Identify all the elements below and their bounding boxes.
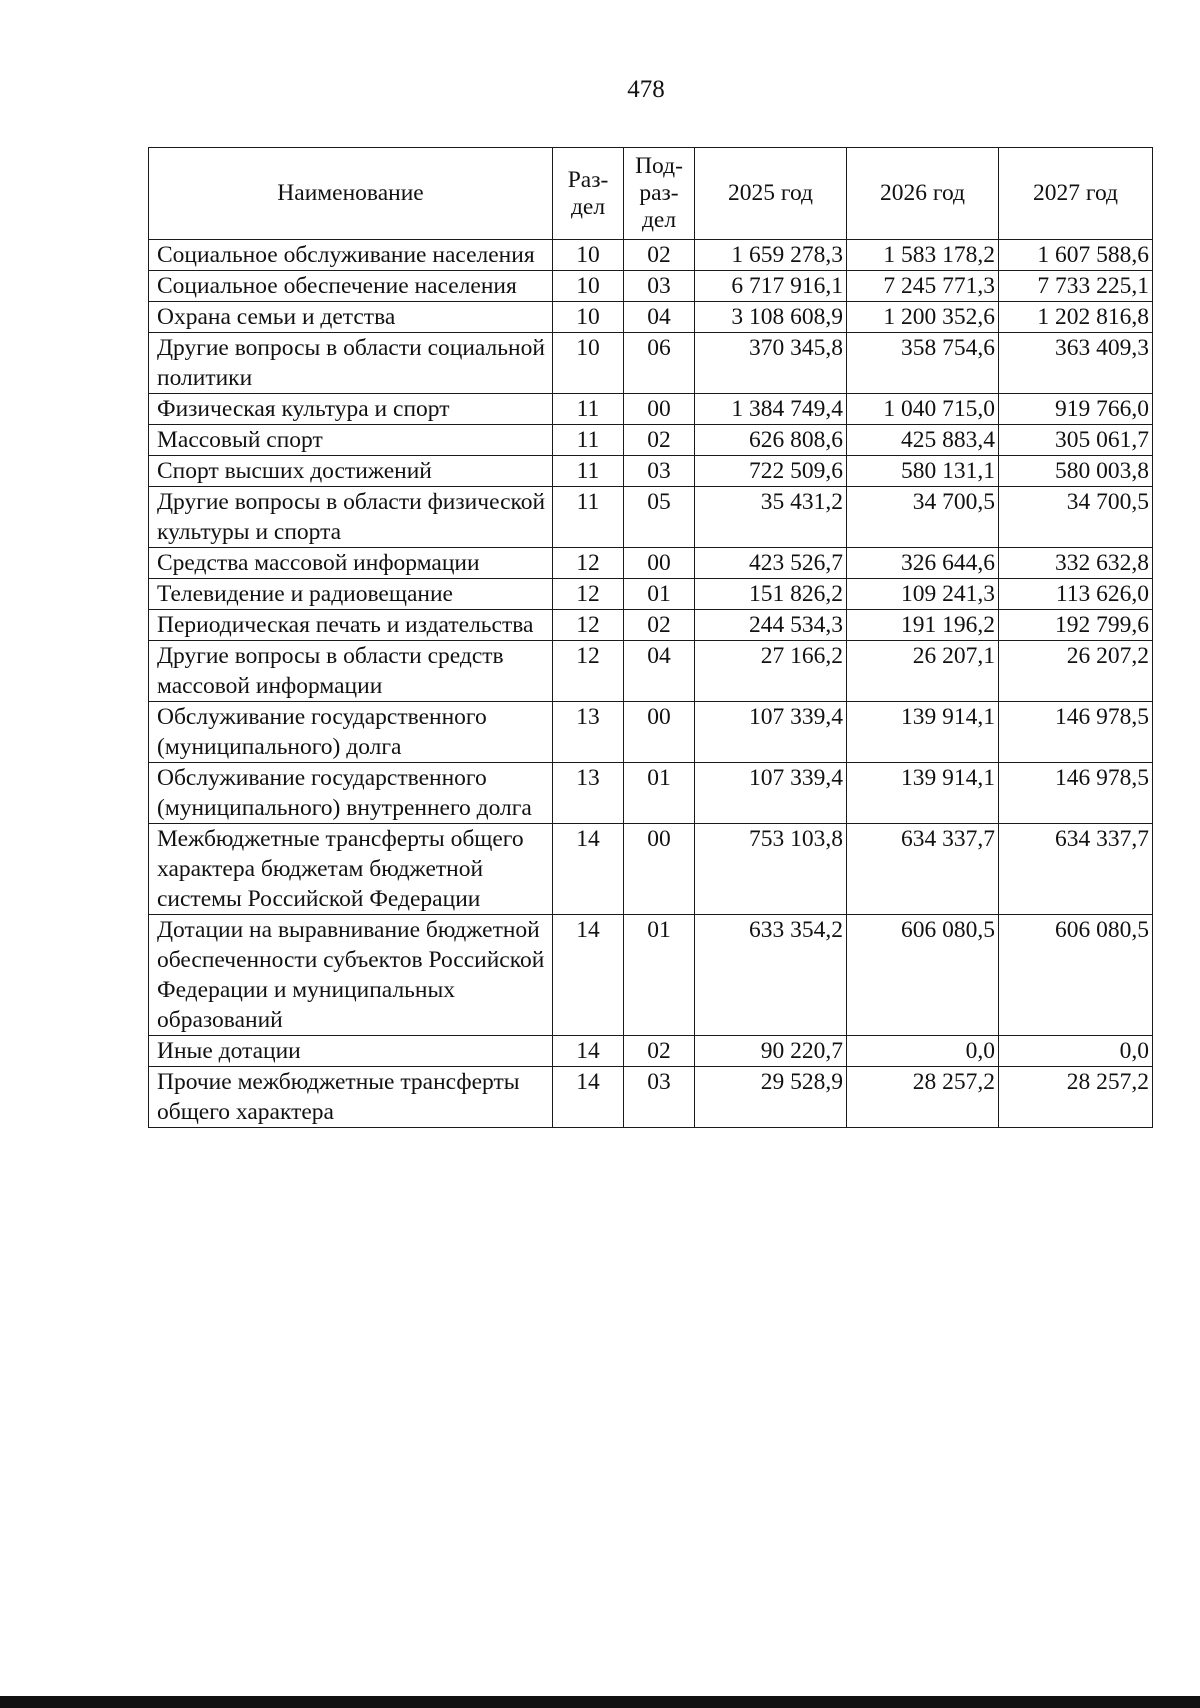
cell-2027: 634 337,7 bbox=[999, 824, 1153, 915]
cell-2027: 28 257,2 bbox=[999, 1067, 1153, 1128]
cell-name: Спорт высших достижений bbox=[149, 456, 553, 487]
table-row bbox=[149, 425, 1153, 456]
cell-podrazdel: 03 bbox=[624, 456, 695, 487]
cell-razdel: 10 bbox=[553, 240, 624, 271]
cell-2026: 28 257,2 bbox=[847, 1067, 999, 1128]
table-row bbox=[149, 763, 1153, 824]
cell-name: Другие вопросы в области физической культуры и спорта bbox=[149, 487, 553, 548]
table-row bbox=[149, 548, 1153, 579]
cell-razdel: 14 bbox=[553, 915, 624, 1036]
cell-2025: 6 717 916,1 bbox=[695, 271, 847, 302]
cell-2025: 27 166,2 bbox=[695, 641, 847, 702]
cell-2026: 1 583 178,2 bbox=[847, 240, 999, 271]
cell-2027: 332 632,8 bbox=[999, 548, 1153, 579]
cell-podrazdel: 00 bbox=[624, 394, 695, 425]
cell-razdel: 13 bbox=[553, 763, 624, 824]
table-row bbox=[149, 271, 1153, 302]
cell-2025: 753 103,8 bbox=[695, 824, 847, 915]
table-row bbox=[149, 240, 1153, 271]
cell-name: Другие вопросы в области средств массовой информации bbox=[149, 641, 553, 702]
table-row bbox=[149, 610, 1153, 641]
cell-podrazdel: 03 bbox=[624, 271, 695, 302]
cell-2027: 34 700,5 bbox=[999, 487, 1153, 548]
table-row bbox=[149, 641, 1153, 702]
cell-razdel: 12 bbox=[553, 579, 624, 610]
cell-2025: 29 528,9 bbox=[695, 1067, 847, 1128]
cell-2026: 139 914,1 bbox=[847, 702, 999, 763]
cell-razdel: 13 bbox=[553, 702, 624, 763]
cell-podrazdel: 01 bbox=[624, 579, 695, 610]
cell-razdel: 10 bbox=[553, 271, 624, 302]
cell-2027: 7 733 225,1 bbox=[999, 271, 1153, 302]
cell-podrazdel: 02 bbox=[624, 425, 695, 456]
cell-name: Иные дотации bbox=[149, 1036, 553, 1067]
header-razdel: Раз- дел bbox=[553, 148, 624, 240]
cell-razdel: 14 bbox=[553, 1036, 624, 1067]
cell-razdel: 10 bbox=[553, 302, 624, 333]
cell-2026: 7 245 771,3 bbox=[847, 271, 999, 302]
table-row bbox=[149, 302, 1153, 333]
cell-name: Социальное обслуживание населения bbox=[149, 240, 553, 271]
cell-2025: 151 826,2 bbox=[695, 579, 847, 610]
cell-2026: 634 337,7 bbox=[847, 824, 999, 915]
cell-2027: 363 409,3 bbox=[999, 333, 1153, 394]
cell-name: Периодическая печать и издательства bbox=[149, 610, 553, 641]
table-row bbox=[149, 1036, 1153, 1067]
cell-2025: 107 339,4 bbox=[695, 702, 847, 763]
cell-name: Обслуживание государственного (муниципального) внутреннего долга bbox=[149, 763, 553, 824]
cell-2026: 191 196,2 bbox=[847, 610, 999, 641]
cell-2026: 26 207,1 bbox=[847, 641, 999, 702]
cell-name: Дотации на выравнивание бюджетной обеспеченности субъектов Российской Федерации и муниципальных образований bbox=[149, 915, 553, 1036]
cell-podrazdel: 03 bbox=[624, 1067, 695, 1128]
cell-razdel: 12 bbox=[553, 548, 624, 579]
cell-2027: 113 626,0 bbox=[999, 579, 1153, 610]
table-row bbox=[149, 915, 1153, 1036]
cell-2025: 244 534,3 bbox=[695, 610, 847, 641]
cell-2025: 107 339,4 bbox=[695, 763, 847, 824]
table-body bbox=[149, 240, 1153, 1128]
page-number: 478 bbox=[627, 76, 665, 103]
table-row bbox=[149, 579, 1153, 610]
cell-2025: 722 509,6 bbox=[695, 456, 847, 487]
cell-2027: 192 799,6 bbox=[999, 610, 1153, 641]
table-row bbox=[149, 333, 1153, 394]
cell-podrazdel: 00 bbox=[624, 824, 695, 915]
cell-2026: 139 914,1 bbox=[847, 763, 999, 824]
cell-2025: 370 345,8 bbox=[695, 333, 847, 394]
cell-razdel: 12 bbox=[553, 641, 624, 702]
cell-name: Межбюджетные трансферты общего характера бюджетам бюджетной системы Российской Федерации bbox=[149, 824, 553, 915]
cell-razdel: 14 bbox=[553, 824, 624, 915]
cell-name: Охрана семьи и детства bbox=[149, 302, 553, 333]
cell-2026: 580 131,1 bbox=[847, 456, 999, 487]
cell-2026: 1 200 352,6 bbox=[847, 302, 999, 333]
cell-podrazdel: 04 bbox=[624, 302, 695, 333]
table-row bbox=[149, 456, 1153, 487]
cell-razdel: 10 bbox=[553, 333, 624, 394]
cell-podrazdel: 00 bbox=[624, 702, 695, 763]
cell-name: Физическая культура и спорт bbox=[149, 394, 553, 425]
header-podrazdel: Под- раз- дел bbox=[624, 148, 695, 240]
cell-2026: 326 644,6 bbox=[847, 548, 999, 579]
cell-2026: 1 040 715,0 bbox=[847, 394, 999, 425]
cell-name: Социальное обеспечение населения bbox=[149, 271, 553, 302]
table-row bbox=[149, 1067, 1153, 1128]
cell-2025: 90 220,7 bbox=[695, 1036, 847, 1067]
cell-2025: 1 384 749,4 bbox=[695, 394, 847, 425]
cell-2025: 3 108 608,9 bbox=[695, 302, 847, 333]
cell-podrazdel: 02 bbox=[624, 610, 695, 641]
cell-2026: 0,0 bbox=[847, 1036, 999, 1067]
cell-podrazdel: 01 bbox=[624, 763, 695, 824]
header-year-2026: 2026 год bbox=[847, 148, 999, 240]
cell-razdel: 14 bbox=[553, 1067, 624, 1128]
cell-podrazdel: 00 bbox=[624, 548, 695, 579]
cell-name: Обслуживание государственного (муниципального) долга bbox=[149, 702, 553, 763]
cell-2027: 1 202 816,8 bbox=[999, 302, 1153, 333]
cell-2026: 606 080,5 bbox=[847, 915, 999, 1036]
cell-podrazdel: 02 bbox=[624, 240, 695, 271]
cell-2027: 580 003,8 bbox=[999, 456, 1153, 487]
header-row bbox=[149, 148, 1153, 240]
cell-razdel: 11 bbox=[553, 487, 624, 548]
table-row bbox=[149, 487, 1153, 548]
cell-2027: 919 766,0 bbox=[999, 394, 1153, 425]
cell-2025: 626 808,6 bbox=[695, 425, 847, 456]
cell-2025: 633 354,2 bbox=[695, 915, 847, 1036]
cell-name: Массовый спорт bbox=[149, 425, 553, 456]
cell-podrazdel: 02 bbox=[624, 1036, 695, 1067]
table-row bbox=[149, 394, 1153, 425]
cell-2025: 1 659 278,3 bbox=[695, 240, 847, 271]
header-year-2025: 2025 год bbox=[695, 148, 847, 240]
cell-name: Телевидение и радиовещание bbox=[149, 579, 553, 610]
cell-2027: 1 607 588,6 bbox=[999, 240, 1153, 271]
table-header bbox=[149, 148, 1153, 240]
cell-2026: 34 700,5 bbox=[847, 487, 999, 548]
table-row bbox=[149, 702, 1153, 763]
cell-2027: 0,0 bbox=[999, 1036, 1153, 1067]
cell-2027: 146 978,5 bbox=[999, 763, 1153, 824]
cell-razdel: 11 bbox=[553, 425, 624, 456]
cell-podrazdel: 05 bbox=[624, 487, 695, 548]
header-year-2027: 2027 год bbox=[999, 148, 1153, 240]
cell-name: Средства массовой информации bbox=[149, 548, 553, 579]
cell-2027: 305 061,7 bbox=[999, 425, 1153, 456]
scan-edge-bar bbox=[0, 1696, 1200, 1708]
cell-podrazdel: 04 bbox=[624, 641, 695, 702]
cell-2027: 606 080,5 bbox=[999, 915, 1153, 1036]
cell-2026: 358 754,6 bbox=[847, 333, 999, 394]
cell-2025: 423 526,7 bbox=[695, 548, 847, 579]
cell-2025: 35 431,2 bbox=[695, 487, 847, 548]
cell-name: Другие вопросы в области социальной политики bbox=[149, 333, 553, 394]
table-row bbox=[149, 824, 1153, 915]
header-name: Наименование bbox=[149, 148, 553, 240]
cell-2026: 109 241,3 bbox=[847, 579, 999, 610]
cell-podrazdel: 01 bbox=[624, 915, 695, 1036]
cell-razdel: 12 bbox=[553, 610, 624, 641]
cell-name: Прочие межбюджетные трансферты общего характера bbox=[149, 1067, 553, 1128]
cell-razdel: 11 bbox=[553, 456, 624, 487]
cell-podrazdel: 06 bbox=[624, 333, 695, 394]
budget-table bbox=[148, 147, 1153, 1128]
cell-razdel: 11 bbox=[553, 394, 624, 425]
cell-2027: 26 207,2 bbox=[999, 641, 1153, 702]
cell-2026: 425 883,4 bbox=[847, 425, 999, 456]
cell-2027: 146 978,5 bbox=[999, 702, 1153, 763]
